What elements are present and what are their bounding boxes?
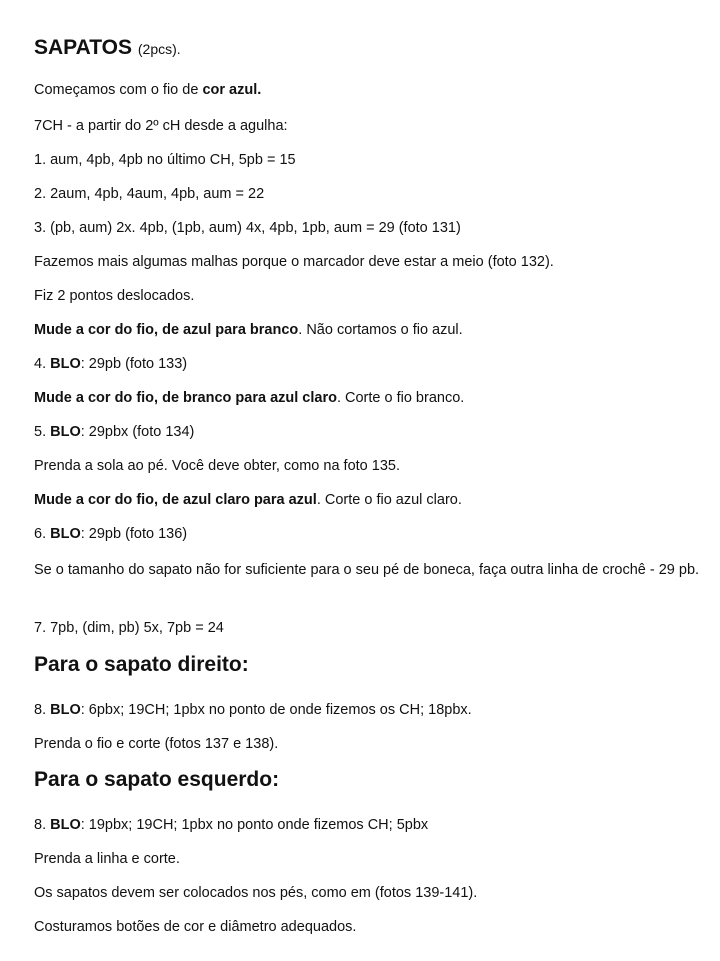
note-marker: Fazemos mais algumas malhas porque o marcador deve estar a meio (foto 132).: [34, 254, 554, 270]
text: . Corte o fio branco.: [336, 390, 465, 406]
text: 6.: [34, 526, 51, 542]
text: 8.: [34, 702, 51, 718]
color-change-1: [34, 320, 708, 340]
buttons-note: Costuramos botões de cor e diâmetro adequados.: [34, 919, 357, 935]
bold-text: Mude a cor do fio, de azul para branco: [34, 322, 299, 338]
text: : 6pbx; 19CH; 1pbx no ponto de onde fizemos os CH; 18pbx.: [80, 702, 472, 718]
left-shoe-heading: Para o sapato esquerdo:: [34, 768, 280, 791]
text: 8.: [34, 817, 51, 833]
left-shoe-step: [34, 815, 708, 835]
right-shoe-step: [34, 700, 708, 720]
chain-line: 7CH - a partir do 2º cH desde a agulha:: [34, 118, 288, 134]
document-title: [34, 36, 181, 60]
size-note: Se o tamanho do sapato não for suficiente para o seu pé de boneca, faça outra linha de crochê - 29 pb.: [34, 562, 700, 578]
note-offset: Fiz 2 pontos deslocados.: [34, 288, 195, 304]
text: 5.: [34, 424, 51, 440]
round-5: [34, 422, 708, 442]
right-shoe-finish: Prenda o fio e corte (fotos 137 e 138).: [34, 736, 279, 752]
bold-text: Mude a cor do fio, de azul claro para azul: [34, 492, 317, 508]
color-change-2: [34, 388, 708, 408]
title-sub: (2pcs).: [137, 41, 181, 57]
sole-note: Prenda a sola ao pé. Você deve obter, como na foto 135.: [34, 458, 400, 474]
bold-text: BLO: [50, 702, 81, 718]
round-6: [34, 524, 708, 544]
round-2: 2. 2aum, 4pb, 4aum, 4pb, aum = 22: [34, 186, 265, 202]
color-change-3: [34, 490, 708, 510]
text: : 29pbx (foto 134): [80, 424, 195, 440]
round-3: 3. (pb, aum) 2x. 4pb, (1pb, aum) 4x, 4pb, 1pb, aum = 29 (foto 131): [34, 220, 461, 236]
right-shoe-heading: Para o sapato direito:: [34, 653, 249, 676]
bold-text: BLO: [50, 817, 81, 833]
text: . Não cortamos o fio azul.: [298, 322, 463, 338]
round-1: 1. aum, 4pb, 4pb no último CH, 5pb = 15: [34, 152, 296, 168]
bold-text: BLO: [50, 356, 81, 372]
round-7: 7. 7pb, (dim, pb) 5x, 7pb = 24: [34, 620, 224, 636]
title-main: SAPATOS: [34, 36, 133, 59]
bold-text: BLO: [50, 526, 81, 542]
intro-line: [34, 80, 708, 100]
text: Começamos com o fio de: [34, 82, 203, 98]
bold-text: BLO: [50, 424, 81, 440]
text: : 19pbx; 19CH; 1pbx no ponto onde fizemos CH; 5pbx: [80, 817, 429, 833]
placement-note: Os sapatos devem ser colocados nos pés, como em (fotos 139-141).: [34, 885, 478, 901]
text: 4.: [34, 356, 51, 372]
text: . Corte o fio azul claro.: [316, 492, 462, 508]
round-4: [34, 354, 708, 374]
left-shoe-finish: Prenda a linha e corte.: [34, 851, 180, 867]
text: : 29pb (foto 133): [80, 356, 188, 372]
bold-text: cor azul.: [202, 82, 262, 98]
text: : 29pb (foto 136): [80, 526, 188, 542]
bold-text: Mude a cor do fio, de branco para azul claro: [34, 390, 337, 406]
